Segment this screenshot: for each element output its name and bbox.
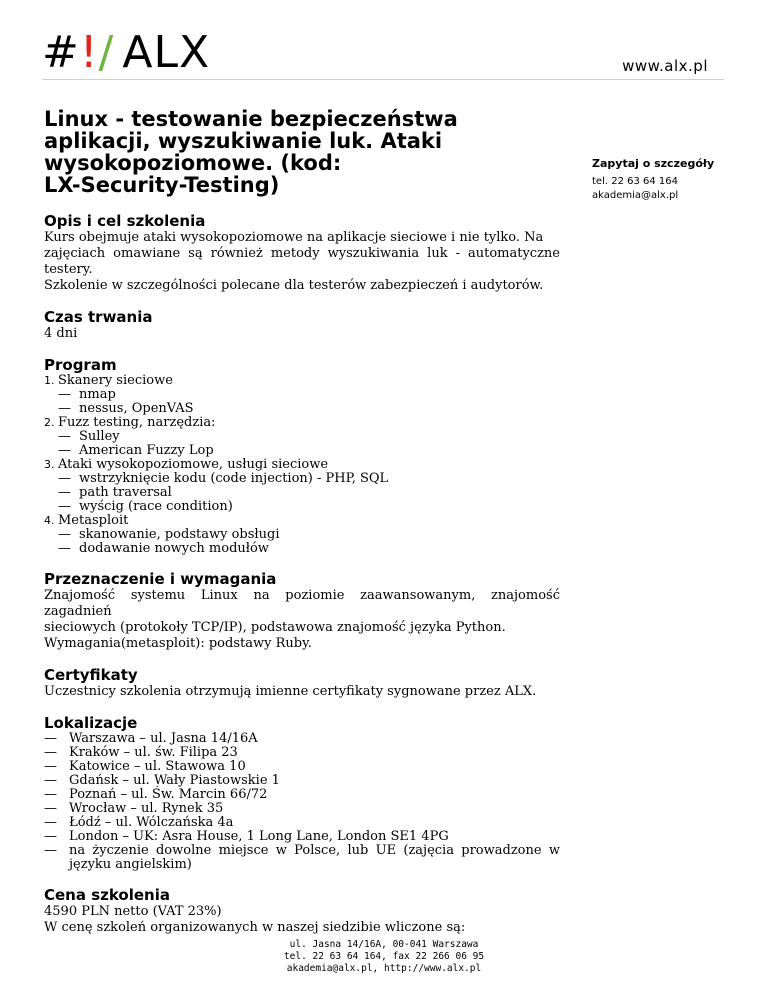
alx-logo [42, 27, 211, 78]
program-item-number: 1. [44, 374, 55, 387]
logo-bang: ! [79, 27, 99, 78]
description-text [44, 230, 560, 294]
dash-marker: — [58, 527, 71, 542]
course-title-line: LX-Security-Testing) [44, 173, 280, 197]
dash-marker: — [58, 387, 71, 402]
location-item: — London – UK: Asra House, 1 Long Lane, London SE1 4PG [44, 829, 449, 844]
dash-marker: — [58, 471, 71, 486]
program-item-number: 3. [44, 458, 55, 471]
main-content [44, 108, 560, 936]
dash-marker: — [44, 787, 57, 802]
section-title-duration: Czas trwania [44, 308, 153, 326]
program-item [44, 416, 560, 458]
requirements-line: Znajomość systemu Linux na poziomie zaawansowanym, znajomość zagadnień [44, 588, 560, 619]
description-line: Kurs obejmuje ataki wysokopoziomowe na aplikacje sieciowe i nie tylko. Na [44, 230, 544, 245]
dash-marker: — [44, 829, 57, 844]
program-item-label: Metasploit [58, 513, 129, 528]
dash-marker: — [58, 499, 71, 514]
site-url[interactable]: www.alx.pl [622, 57, 708, 75]
program-subitem: — nessus, OpenVAS [58, 401, 194, 416]
page-footer [200, 939, 568, 975]
duration-value: 4 dni [44, 326, 78, 341]
price-line: W cenę szkoleń organizowanych w naszej siedzibie wliczone są: [44, 920, 466, 935]
location-item: — Warszawa – ul. Jasna 14/16A [44, 731, 258, 746]
requirements-text [44, 588, 560, 652]
program-item [44, 458, 560, 514]
dash-marker: — [58, 429, 71, 444]
section-title-requirements: Przeznaczenie i wymagania [44, 570, 277, 588]
section-title-description: Opis i cel szkolenia [44, 212, 206, 230]
section-title-locations: Lokalizacje [44, 714, 138, 732]
section-certificates [44, 666, 560, 700]
program-list [44, 374, 560, 556]
section-price [44, 886, 560, 936]
dash-marker: — [58, 443, 71, 458]
program-item [44, 374, 560, 416]
program-subitem: — path traversal [58, 485, 172, 500]
contact-phone[interactable]: tel. 22 63 64 164 [592, 176, 679, 187]
footer-contact[interactable]: akademia@alx.pl, http://www.alx.pl [286, 963, 482, 974]
program-subitem: — nmap [58, 387, 116, 402]
program-item-label: Skanery sieciowe [58, 373, 173, 388]
course-title [44, 108, 560, 196]
logo-hash: # [42, 27, 80, 78]
program-subitem: — wyścig (race condition) [58, 499, 233, 514]
locations-list [44, 732, 560, 872]
course-title-line: wysokopoziomowe. (kod: [44, 151, 342, 175]
program-item [44, 514, 560, 556]
program-subitem: — dodawanie nowych modułów [58, 541, 269, 556]
location-item: — Łódź – ul. Wólczańska 4a [44, 815, 234, 830]
requirements-line: Wymagania(metasploit): podstawy Ruby. [44, 636, 312, 651]
program-subitem: — skanowanie, podstawy obsługi [58, 527, 280, 542]
logo-brand: ALX [122, 27, 211, 78]
course-title-line: Linux - testowanie bezpieczeństwa [44, 107, 458, 131]
price-line: 4590 PLN netto (VAT 23%) [44, 904, 222, 919]
program-subitem: — Sulley [58, 429, 120, 444]
dash-marker: — [58, 401, 71, 416]
description-line: zajęciach omawiane są również metody wyszukiwania luk - automatyczne testery. [44, 246, 560, 277]
location-item: — Kraków – ul. św. Filipa 23 [44, 745, 238, 760]
footer-address: ul. Jasna 14/16A, 00-041 Warszawa [289, 939, 479, 950]
dash-marker: — [58, 541, 71, 556]
dash-marker: — [44, 759, 57, 774]
certificates-text: Uczestnicy szkolenia otrzymują imienne certyfikaty sygnowane przez ALX. [44, 684, 537, 699]
section-duration [44, 308, 560, 342]
dash-marker: — [44, 801, 57, 816]
ask-heading: Zapytaj o szczegóły [592, 157, 715, 170]
dash-marker: — [58, 485, 71, 500]
program-subitem: — wstrzyknięcie kodu (code injection) - PHP, SQL [58, 471, 389, 486]
program-item-number: 2. [44, 416, 55, 429]
program-item-label: Fuzz testing, narzędzia: [58, 415, 216, 430]
header-divider [42, 79, 724, 80]
section-description [44, 212, 560, 294]
program-item-number: 4. [44, 514, 55, 527]
contact-email[interactable]: akademia@alx.pl [592, 190, 679, 201]
dash-marker: — [44, 843, 57, 858]
program-item-label: Ataki wysokopoziomowe, usługi sieciowe [58, 457, 329, 472]
description-line: Szkolenie w szczególności polecane dla testerów zabezpieczeń i audytorów. [44, 278, 544, 293]
dash-marker: — [44, 773, 57, 788]
dash-marker: — [44, 731, 57, 746]
program-subitem: — American Fuzzy Lop [58, 443, 214, 458]
section-title-certificates: Certyfikaty [44, 666, 138, 684]
section-program [44, 356, 560, 556]
footer-phones: tel. 22 63 64 164, fax 22 266 06 95 [283, 951, 485, 962]
section-title-price: Cena szkolenia [44, 886, 170, 904]
dash-marker: — [44, 815, 57, 830]
contact-sidebar [592, 157, 752, 203]
location-item: — Wrocław – ul. Rynek 35 [44, 801, 224, 816]
section-requirements [44, 570, 560, 652]
dash-marker: — [44, 745, 57, 760]
requirements-line: sieciowych (protokoły TCP/IP), podstawowa znajomość języka Python. [44, 620, 506, 635]
location-item: — Gdańsk – ul. Wały Piastowskie 1 [44, 773, 280, 788]
section-title-program: Program [44, 356, 117, 374]
logo-slash: / [98, 27, 115, 78]
location-item: — Poznań – ul. Św. Marcin 66/72 [44, 787, 268, 802]
course-title-line: aplikacji, wyszukiwanie luk. Ataki [44, 129, 443, 153]
location-item: — Katowice – ul. Stawowa 10 [44, 759, 246, 774]
section-locations [44, 714, 560, 872]
location-item: — na życzenie dowolne miejsce w Polsce, lub UE (zajęcia prowadzone w języku angielskim) [44, 843, 560, 872]
price-text [44, 904, 560, 936]
